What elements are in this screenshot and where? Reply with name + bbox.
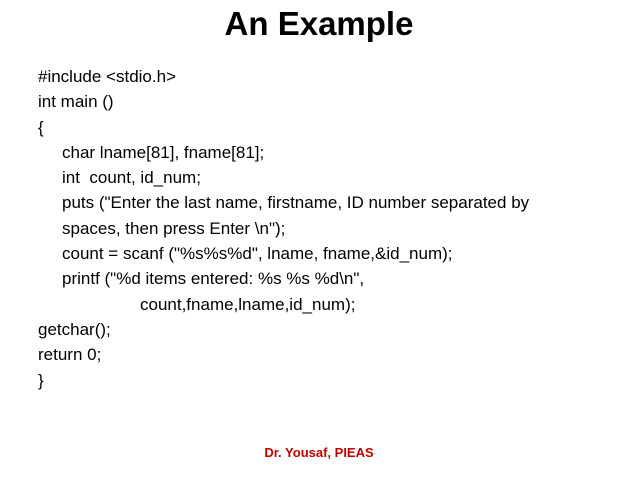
slide-footer: Dr. Yousaf, PIEAS <box>264 445 374 460</box>
code-line: spaces, then press Enter \n"); <box>62 218 286 238</box>
code-line: char lname[81], fname[81]; <box>62 142 265 162</box>
code-line: { <box>38 117 44 137</box>
code-block <box>38 64 618 393</box>
code-line: } <box>38 370 44 390</box>
code-line: getchar(); <box>38 319 111 339</box>
code-line: #include <stdio.h> <box>38 67 176 86</box>
slide-title: An Example <box>224 5 414 42</box>
code-line: int count, id_num; <box>62 168 201 188</box>
code-line: printf ("%d items entered: %s %s %d\n", <box>62 269 365 289</box>
code-line: int main () <box>38 92 114 112</box>
code-line: count,fname,lname,id_num); <box>140 294 356 314</box>
code-line: puts ("Enter the last name, firstname, ID number separated by <box>62 193 530 213</box>
code-line: return 0; <box>38 345 102 365</box>
code-line: count = scanf ("%s%s%d", lname, fname,&id_num); <box>62 244 453 264</box>
